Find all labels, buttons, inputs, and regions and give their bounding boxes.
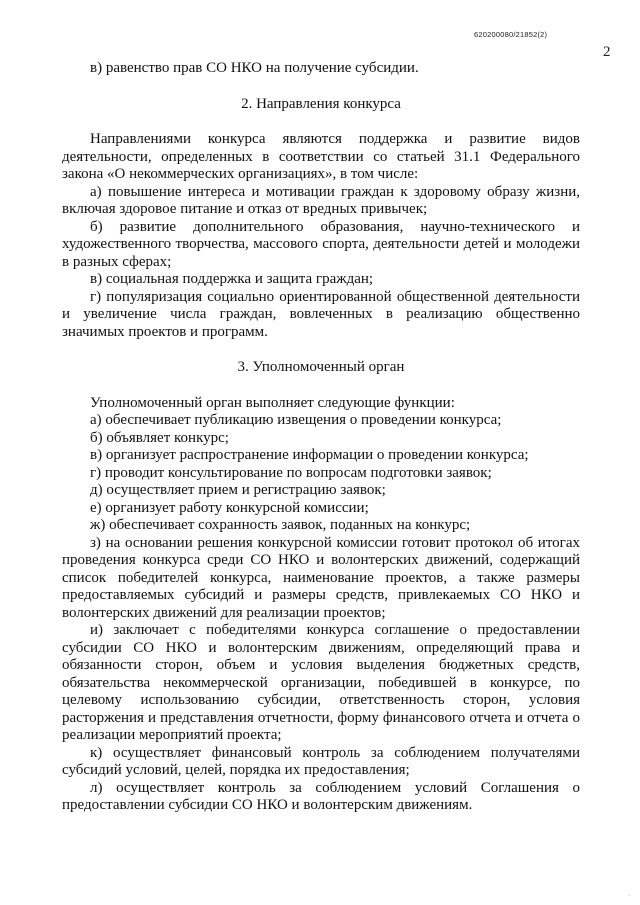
section-3-item-v: в) организует распространение информации о проведении конкурса;	[90, 447, 529, 463]
section-3-item-z: з) на основании решения конкурсной комиссии готовит протокол об итогах проведения конкурса среди СО НКО и волонтерских движений, содержащий список победителей конкурса, наименование проектов, а также размеры предоставляемых субсидий и размеры средств, привлекаемых СО НКО и волонтерских движений для реализации проектов;	[62, 534, 580, 621]
scan-mark: ·	[628, 893, 630, 900]
section-3-item-a: а) обеспечивает публикацию извещения о проведении конкурса;	[90, 412, 502, 428]
section-2-item-g: г) популяризация социально ориентированной общественной деятельности и увеличение числа граждан, вовлеченных в реализацию общественно значимых проектов и программ.	[62, 288, 580, 340]
section-3-heading: 3. Уполномоченный орган	[237, 359, 405, 375]
section-2-paragraph: Направлениями конкурса являются поддержка и развитие видов деятельности, определенных в соответствии со статьей 31.1 Федерального закона «О некоммерческих организациях», в том числе:	[62, 131, 580, 182]
section-3-item-g: г) проводит консультирование по вопросам подготовки заявок;	[90, 464, 492, 481]
section-2-heading: 2. Направления конкурса	[241, 95, 401, 112]
section-3-item-d: д) осуществляет прием и регистрацию заявок;	[90, 482, 386, 498]
page-number: 2	[603, 44, 611, 60]
section-3-item-l: л) осуществляет контроль за соблюдением условий Соглашения о предоставлении субсидии СО НКО и волонтерским движениям.	[62, 779, 580, 813]
document-body	[62, 60, 580, 815]
section-3-item-i: и) заключает с победителями конкурса соглашение о предоставлении субсидии СО НКО и волонтерским движениям, определяющий права и обязанности сторон, объем и условия выделения бюджетных средств, обязательства некоммерческой организации, победившей в конкурсе, по целевому использованию субсидии, ответственность сторон, условия расторжения и представления отчетности, форму финансового отчета и отчета о реализации мероприятий проекта;	[62, 622, 580, 743]
document-id: 620200080/21852(2)	[474, 30, 548, 39]
intro-item: в) равенство прав СО НКО на получение субсидии.	[90, 60, 419, 76]
section-3-item-zh: ж) обеспечивает сохранность заявок, поданных на конкурс;	[90, 517, 471, 533]
section-2-item-a: а) повышение интереса и мотивации граждан к здоровому образу жизни, включая здоровое питание и отказ от вредных привычек;	[62, 183, 580, 217]
section-3-item-k: к) осуществляет финансовый контроль за соблюдением получателями субсидий условий, целей, порядка их предоставления;	[62, 744, 580, 778]
section-2-item-v: в) социальная поддержка и защита граждан;	[90, 271, 374, 287]
section-3-item-b: б) объявляет конкурс;	[90, 429, 229, 446]
section-2-item-b: б) развитие дополнительного образования, научно-технического и художественного творчества, массового спорта, деятельности детей и молодежи в разных сферах;	[62, 218, 580, 270]
section-3-item-e: е) организует работу конкурсной комиссии;	[90, 499, 369, 516]
section-3-intro: Уполномоченный орган выполняет следующие функции:	[90, 394, 455, 411]
